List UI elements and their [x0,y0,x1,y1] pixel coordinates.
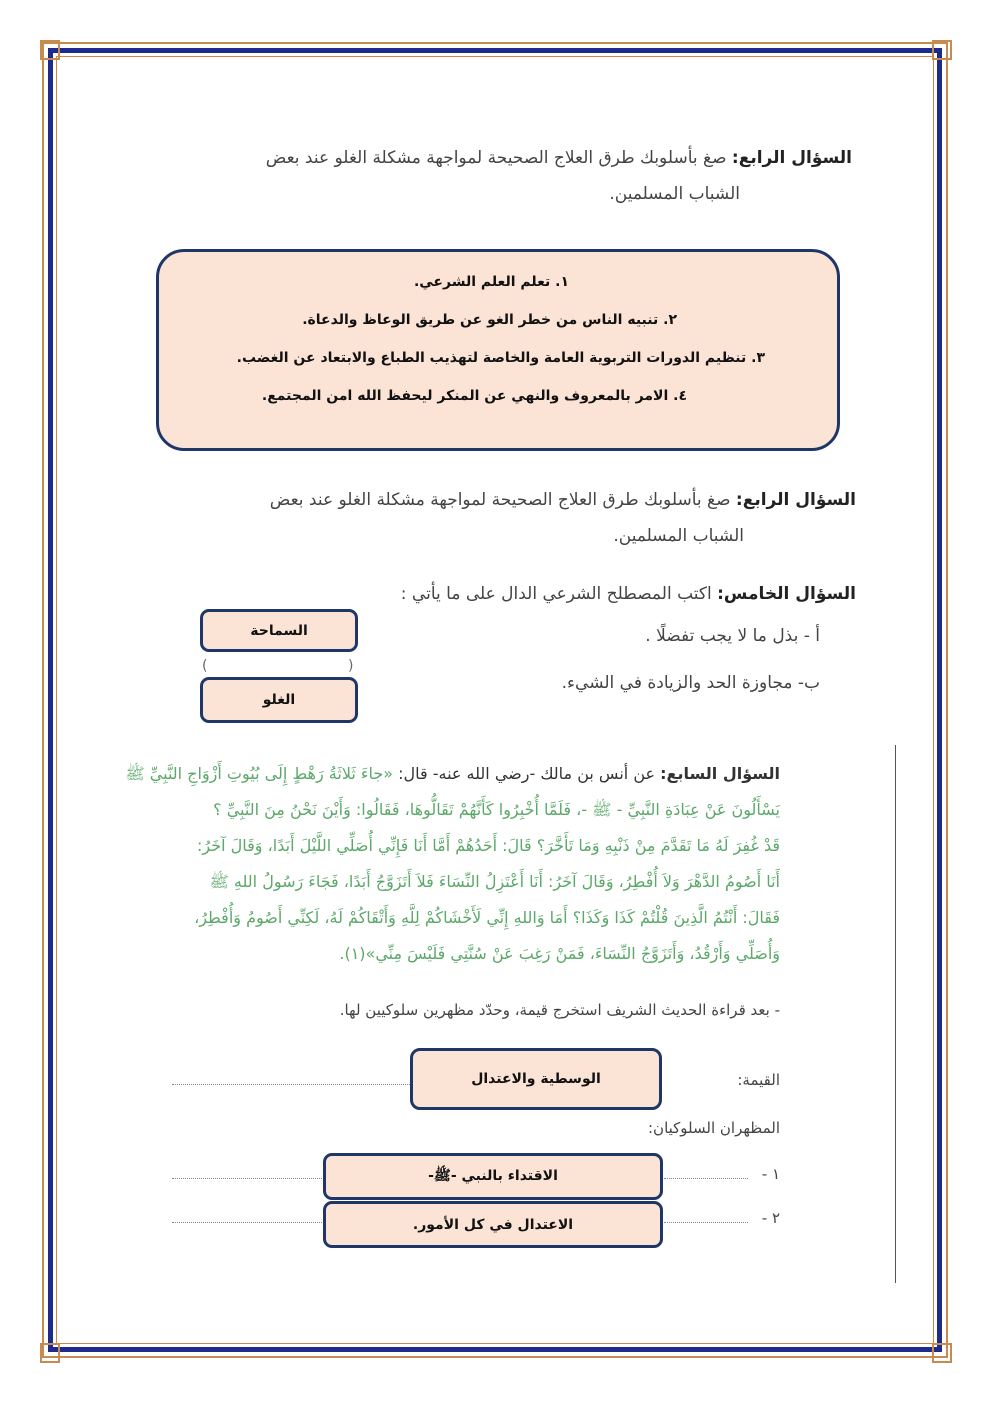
paren-open: ( [202,658,208,674]
behavior-1-dotted-line-right [664,1178,748,1179]
question-4-label: السؤال الرابع: [731,148,852,168]
behavior-1-text: الاقتداء بالنبي -ﷺ- [428,1167,558,1184]
corner-ornament-bl [40,1343,60,1363]
corner-ornament-tl [40,40,60,60]
question-5-item-b: ب- مجاوزة الحد والزيادة في الشيء. [561,673,820,693]
question-4 [192,140,852,212]
behavior-1-answer-box [323,1153,663,1200]
answer-item-1: ١. تعلم العلم الشرعي. [413,274,569,290]
corner-ornament-br [932,1343,952,1363]
question-4-answer-box [156,249,840,451]
question-4-repeat-text: صغ بأسلوبك طرق العلاج الصحيحة لمواجهة مشكلة الغلو عند بعض [269,490,731,510]
value-answer-box [410,1048,662,1110]
question-5-label: السؤال الخامس: [717,584,856,604]
answer-a-text: السماحة [250,622,308,639]
answer-item-2: ٢. تنبيه الناس من خطر الغو عن طريق الوعاظ والدعاة. [302,312,677,328]
question-7-hadith [125,756,780,972]
hadith-line-1: «جاءَ ثَلاثَةُ رَهْطٍ إِلَى بُيُوتِ أَزْوَاجِ النَّبِيِّ ﷺ [125,764,393,783]
question-4-text: صغ بأسلوبك طرق العلاج الصحيحة لمواجهة مشكلة الغلو عند بعض [265,148,727,168]
question-7-instruction: - بعد قراءة الحديث الشريف استخرج قيمة، وحدّد مظهرين سلوكيين لها. [339,1001,780,1019]
question-4-repeat-text-line2: الشباب المسلمين. [613,526,744,546]
behavior-2-answer-box [323,1201,663,1248]
paren-close: ) [348,658,354,674]
hadith-line-4: أَنَا أَصُومُ الدَّهْرَ وَلاَ أُفْطِرُ، وَقَالَ آخَرُ: أَنَا أَعْتَزِلُ النِّسَاءَ فَلاَ أَتَزَوَّجُ أَبَدًا، فَجَاءَ رَسُولُ اللهِ ﷺ [209,872,780,891]
question-7-label: السؤال السابع: [660,764,780,783]
behavior-1-number: ١ - [761,1165,780,1183]
answer-item-4: ٤. الامر بالمعروف والنهي عن المنكر ليحفظ الله امن المجتمع. [261,388,687,404]
behavior-2-number: ٢ - [761,1209,780,1227]
vertical-divider [895,745,896,1283]
question-5 [336,576,856,612]
behavior-2-dotted-line-left [172,1222,322,1223]
answer-item-3: ٣. تنظيم الدورات التربوية العامة والخاصة لتهذيب الطباع والابتعاد عن الغضب. [236,350,765,366]
question-5-item-a: أ - بذل ما لا يجب تفضلًا . [645,626,820,646]
answer-b-text: الغلو [262,692,296,708]
value-dotted-line [172,1084,410,1085]
corner-ornament-tr [932,40,952,60]
answer-box-b [200,677,358,723]
hadith-line-3: قَدْ غُفِرَ لَهُ مَا تَقَدَّمَ مِنْ ذَنْبِهِ وَمَا تَأَخَّرَ؟ قَالَ: أَحَدُهُمْ أَمَّا أَنَا فَإِنِّي أُصَلِّي اللَّيْلَ أَبَدًا، وَقَالَ آخَرُ: [197,836,780,855]
answer-box-a [200,609,358,652]
hadith-line-2: يَسْأَلُونَ عَنْ عِبَادَةِ النَّبِيِّ - ﷺ -، فَلَمَّا أُخْبِرُوا كَأَنَّهُمْ تَقَالُّوهَا، فَقَالُوا: وَأَيْنَ نَحْنُ مِنَ النَّبِيِّ ؟ [213,800,780,819]
hadith-line-6: وَأُصَلِّي وَأَرْقُدُ، وَأَتَزَوَّجُ النِّسَاءَ، فَمَنْ رَغِبَ عَنْ سُنَّتِي فَلَيْسَ مِنِّي»(١). [339,944,780,963]
question-4-repeat-label: السؤال الرابع: [735,490,856,510]
question-5-text: اكتب المصطلح الشرعي الدال على ما يأتي : [400,584,712,604]
behavior-1-dotted-line-left [172,1178,322,1179]
behavior-2-dotted-line-right [664,1222,748,1223]
question-4-text-line2: الشباب المسلمين. [609,184,740,204]
behaviors-label: المظهران السلوكيان: [648,1119,780,1137]
question-4-repeat [196,482,856,554]
value-answer-text: الوسطية والاعتدال [471,1071,601,1087]
question-7-intro: عن أنس بن مالك -رضي الله عنه- قال: [398,764,656,783]
behavior-2-text: الاعتدال في كل الأمور. [412,1216,574,1233]
value-label: القيمة: [737,1071,780,1089]
hadith-line-5: فَقَالَ: أَنْتُمُ الَّذِينَ قُلْتُمْ كَذَا وَكَذَا؟ أَمَا وَاللهِ إِنِّي لَأَخْشَاكُمْ لِلَّهِ وَأَتْقَاكُمْ لَهُ، لَكِنِّي أَصُومُ وَأُفْطِرُ، [194,908,780,927]
